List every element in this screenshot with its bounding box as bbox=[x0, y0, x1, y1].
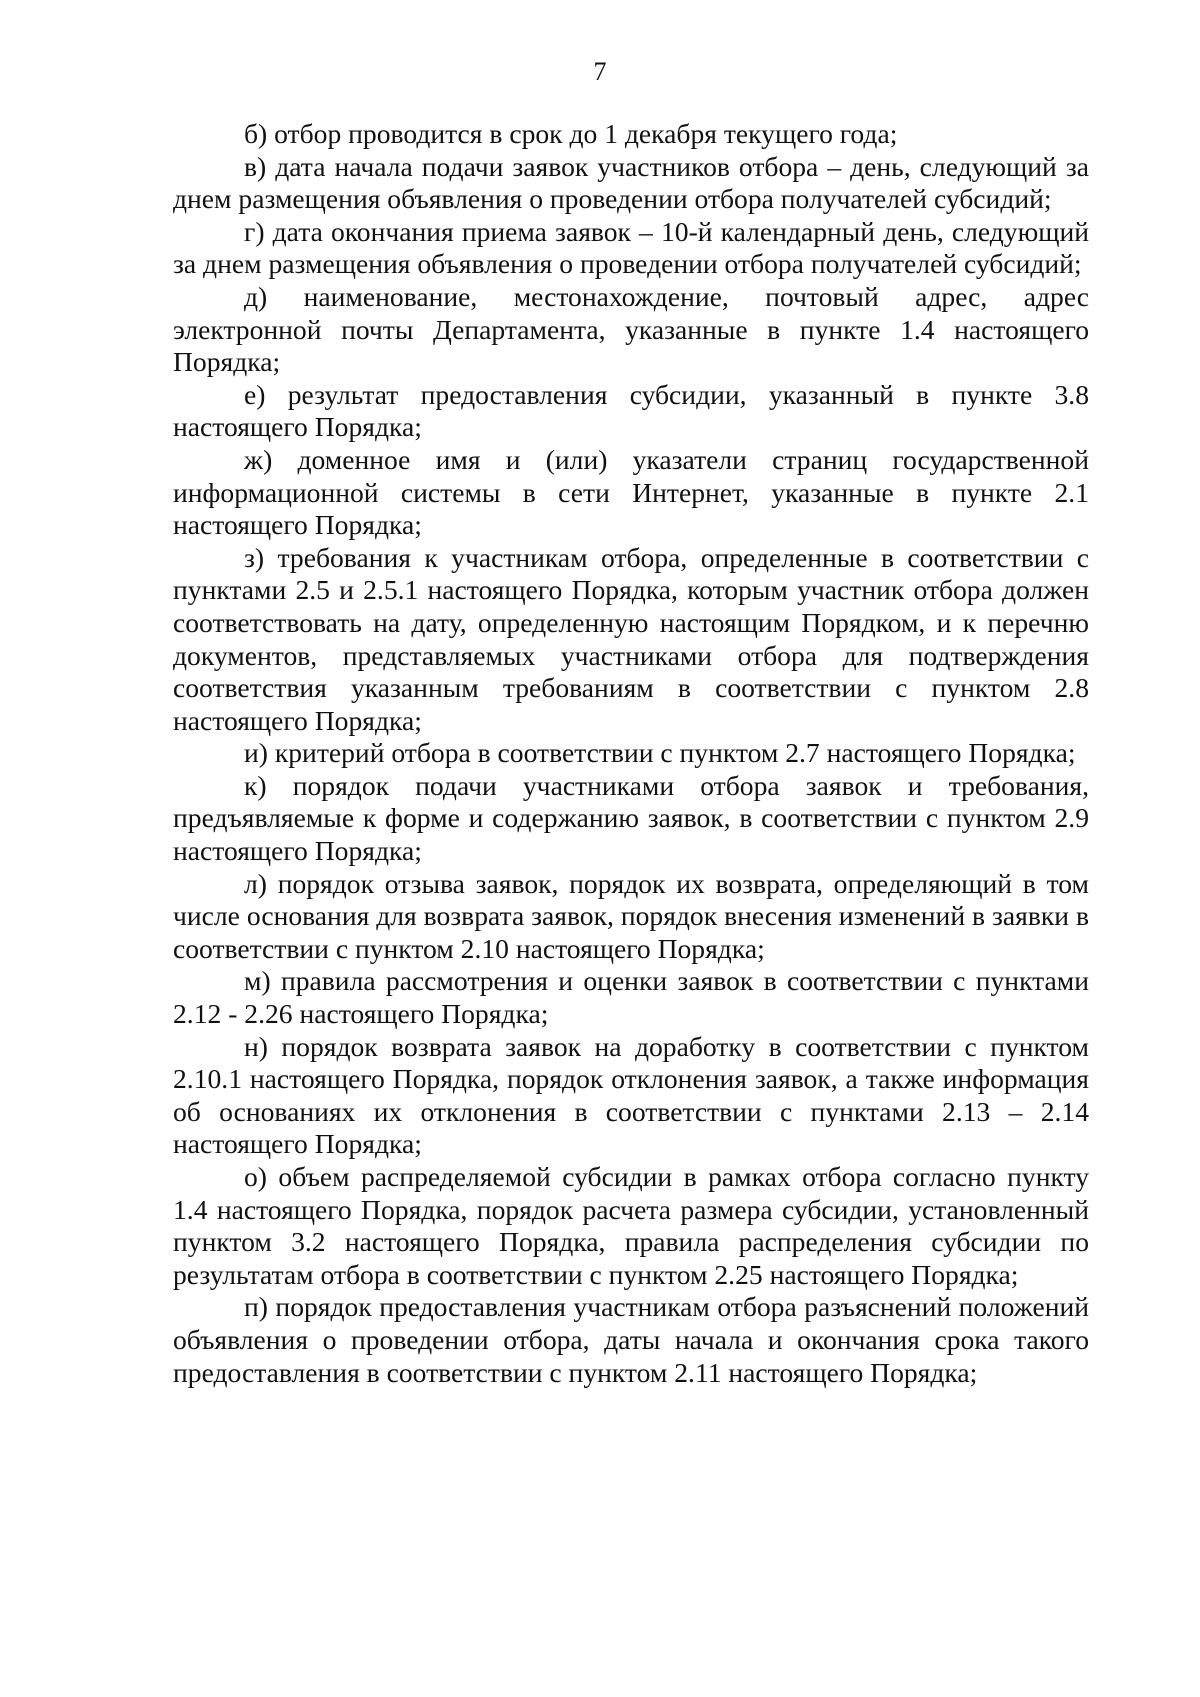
paragraph-l: л) порядок отзыва заявок, порядок их возврата, определяющий в том числе основания для возврата заявок, порядок внесения изменений в заявки в соответствии с пунктом 2.10 настоящего Порядка; bbox=[173, 867, 1089, 964]
paragraph-o: о) объем распределяемой субсидии в рамках отбора согласно пункту 1.4 настоящего Порядка, порядок расчета размера субсидии, установленный пунктом 3.2 настоящего Порядка, правила распределения субсидии по результатам отбора в соответствии с пунктом 2.25 настоящего Порядка; bbox=[173, 1161, 1089, 1290]
paragraph-i: и) критерий отбора в соответствии с пунктом 2.7 настоящего Порядка; bbox=[244, 737, 1076, 769]
paragraph-m: м) правила рассмотрения и оценки заявок в соответствии с пунктами 2.12 - 2.26 настоящего Порядка; bbox=[173, 965, 1089, 1030]
document-body bbox=[173, 118, 1089, 1389]
paragraph-g: г) дата окончания приема заявок – 10-й календарный день, следующий за днем размещения объявления о проведении отбора получателей субсидий; bbox=[173, 215, 1089, 280]
page-number: 7 bbox=[593, 57, 607, 86]
paragraph-n: н) порядок возврата заявок на доработку в соответствии с пунктом 2.10.1 настоящего Порядка, порядок отклонения заявок, а также информация об основаниях их отклонения в соответствии с пунктами 2.13 – 2.14 настоящего Порядка; bbox=[173, 1030, 1089, 1160]
paragraph-k: к) порядок подачи участниками отбора заявок и требования, предъявляемые к форме и содержанию заявок, в соответствии с пунктом 2.9 настоящего Порядка; bbox=[173, 769, 1089, 867]
paragraph-zh: ж) доменное имя и (или) указатели страниц государственной информационной системы в сети Интернет, указанные в пункте 2.1 настоящего Порядка; bbox=[173, 443, 1089, 541]
paragraph-v: в) дата начала подачи заявок участников отбора – день, следующий за днем размещения объявления о проведении отбора получателей субсидий; bbox=[173, 150, 1089, 215]
paragraph-b: б) отбор проводится в срок до 1 декабря текущего года; bbox=[244, 118, 898, 149]
paragraph-d: д) наименование, местонахождение, почтовый адрес, адрес электронной почты Департамента, указанные в пункте 1.4 настоящего Порядка; bbox=[173, 280, 1089, 378]
paragraph-e: е) результат предоставления субсидии, указанный в пункте 3.8 настоящего Порядка; bbox=[173, 378, 1089, 443]
paragraph-p: п) порядок предоставления участникам отбора разъяснений положений объявления о проведении отбора, даты начала и окончания срока такого предоставления в соответствии с пунктом 2.11 настоящего Порядка; bbox=[173, 1291, 1089, 1388]
paragraph-z: з) требования к участникам отбора, определенные в соответствии с пунктами 2.5 и 2.5.1 настоящего Порядка, которым участник отбора должен соответствовать на дату, определенную настоящим Порядком, и к перечню документов, представляемых участниками отбора для подтверждения соответствия указанным требованиям в соответствии с пунктом 2.8 настоящего Порядка; bbox=[173, 541, 1089, 736]
